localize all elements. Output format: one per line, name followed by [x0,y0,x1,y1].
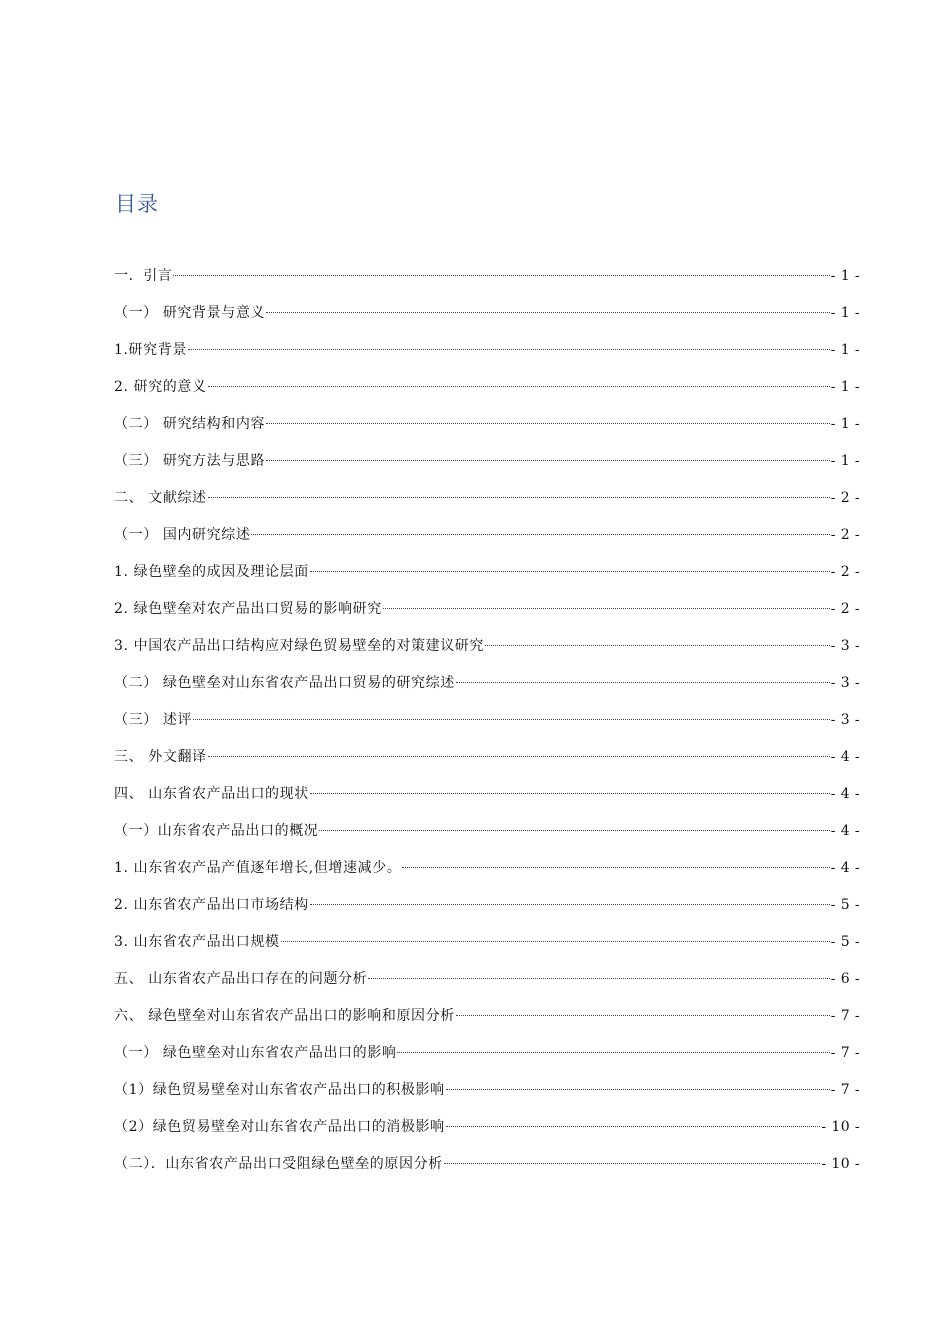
toc-entry-page-number: - 3 - [830,712,860,728]
toc-entry-page-number: - 4 - [830,749,860,765]
toc-entry-page-number: - 5 - [830,897,860,913]
dot-leader [319,830,829,831]
toc-entry[interactable] [114,969,860,1006]
toc-entry-text: （二） 绿色壁垒对山东省农产品出口贸易的研究综述 [114,675,455,691]
toc-entry-page-number: - 4 - [830,823,860,839]
toc-entry[interactable] [114,562,860,599]
toc-entry[interactable] [114,1006,860,1043]
dot-leader [188,349,830,350]
toc-entry[interactable] [114,858,860,895]
toc-entry-text: 3. 中国农产品出口结构应对绿色贸易壁垒的对策建议研究 [114,638,485,654]
toc-entry-text: （2）绿色贸易壁垒对山东省农产品出口的消极影响 [114,1119,445,1135]
toc-entry-text: 二、 文献综述 [114,490,207,506]
toc-entry-text: （三） 研究方法与思路 [114,453,266,469]
dot-leader [251,534,829,535]
dot-leader [266,460,830,461]
dot-leader [402,867,829,868]
toc-entry-page-number: - 2 - [830,490,860,506]
toc-entry-text: 三、 外文翻译 [114,749,207,765]
toc-entry[interactable] [114,821,860,858]
toc-entry-page-number: - 1 - [830,305,860,321]
toc-entry-page-number: - 4 - [830,860,860,876]
toc-entry-text: 3. 山东省农产品出口规模 [114,934,280,950]
toc-entry-page-number: - 1 - [830,342,860,358]
toc-entry[interactable] [114,599,860,636]
dot-leader [446,1126,821,1127]
toc-entry[interactable] [114,303,860,340]
dot-leader [281,941,830,942]
toc-entry-page-number: - 2 - [830,564,860,580]
dot-leader [173,275,829,276]
toc-entry-text: 1.研究背景 [114,342,187,358]
toc-entry-page-number: - 1 - [830,379,860,395]
toc-entry-page-number: - 1 - [830,416,860,432]
toc-entry[interactable] [114,414,860,451]
toc-heading: 目录 [115,192,159,216]
toc-entry[interactable] [114,673,860,710]
toc-entry-page-number: - 4 - [830,786,860,802]
toc-entry[interactable] [114,1154,860,1191]
dot-leader [446,1089,830,1090]
toc-entry[interactable] [114,1043,860,1080]
toc-entry-text: 2. 绿色壁垒对农产品出口贸易的影响研究 [114,601,382,617]
toc-entry-text: （二） 研究结构和内容 [114,416,266,432]
toc-entry-page-number: - 5 - [830,934,860,950]
toc-entry-text: 2. 研究的意义 [114,379,207,395]
dot-leader [368,978,829,979]
toc-entry-text: （三） 述评 [114,712,193,728]
toc-entry-text: 四、 山东省农产品出口的现状 [114,786,309,802]
toc-entry-text: （1）绿色贸易壁垒对山东省农产品出口的积极影响 [114,1082,445,1098]
toc-entry-page-number: - 7 - [830,1082,860,1098]
toc-entry[interactable] [114,488,860,525]
toc-entry-page-number: - 10 - [821,1156,860,1172]
toc-entry-text: （二）．山东省农产品出口受阻绿色壁垒的原因分析 [114,1156,443,1172]
toc-entry[interactable] [114,340,860,377]
dot-leader [456,1015,830,1016]
dot-leader [485,645,830,646]
toc-entry[interactable] [114,784,860,821]
toc-entry[interactable] [114,377,860,414]
toc-entry-text: 2. 山东省农产品出口市场结构 [114,897,309,913]
dot-leader [208,386,830,387]
toc-list [114,266,860,1191]
toc-entry-page-number: - 3 - [830,675,860,691]
dot-leader [310,571,830,572]
toc-entry[interactable] [114,525,860,562]
toc-entry[interactable] [114,710,860,747]
toc-entry-page-number: - 7 - [830,1008,860,1024]
toc-entry-page-number: - 3 - [830,638,860,654]
toc-entry[interactable] [114,451,860,488]
toc-entry-text: 1. 山东省农产品产值逐年增长,但增速减少。 [114,860,402,876]
dot-leader [310,793,830,794]
toc-entry-page-number: - 2 - [830,601,860,617]
toc-entry[interactable] [114,636,860,673]
toc-entry-text: （一）山东省农产品出口的概况 [114,823,319,839]
toc-entry[interactable] [114,1117,860,1154]
dot-leader [444,1163,821,1164]
dot-leader [383,608,830,609]
toc-entry-page-number: - 10 - [821,1119,860,1135]
toc-entry[interactable] [114,747,860,784]
dot-leader [266,312,830,313]
toc-entry-page-number: - 6 - [830,971,860,987]
toc-entry-page-number: - 7 - [830,1045,860,1061]
dot-leader [397,1052,829,1053]
toc-entry-text: 五、 山东省农产品出口存在的问题分析 [114,971,368,987]
dot-leader [310,904,830,905]
dot-leader [266,423,830,424]
toc-entry-page-number: - 1 - [830,453,860,469]
toc-entry[interactable] [114,1080,860,1117]
toc-entry-text: 六、 绿色壁垒对山东省农产品出口的影响和原因分析 [114,1008,455,1024]
toc-entry-text: 1. 绿色壁垒的成因及理论层面 [114,564,309,580]
dot-leader [208,756,830,757]
toc-entry[interactable] [114,266,860,303]
toc-entry-text: 一．引言 [114,268,173,284]
toc-entry-page-number: - 2 - [830,527,860,543]
dot-leader [193,719,830,720]
toc-entry-page-number: - 1 - [830,268,860,284]
toc-entry-text: （一） 国内研究综述 [114,527,251,543]
toc-entry[interactable] [114,895,860,932]
dot-leader [208,497,830,498]
toc-entry-text: （一） 研究背景与意义 [114,305,266,321]
toc-entry-text: （一） 绿色壁垒对山东省农产品出口的影响 [114,1045,397,1061]
dot-leader [456,682,830,683]
toc-entry[interactable] [114,932,860,969]
